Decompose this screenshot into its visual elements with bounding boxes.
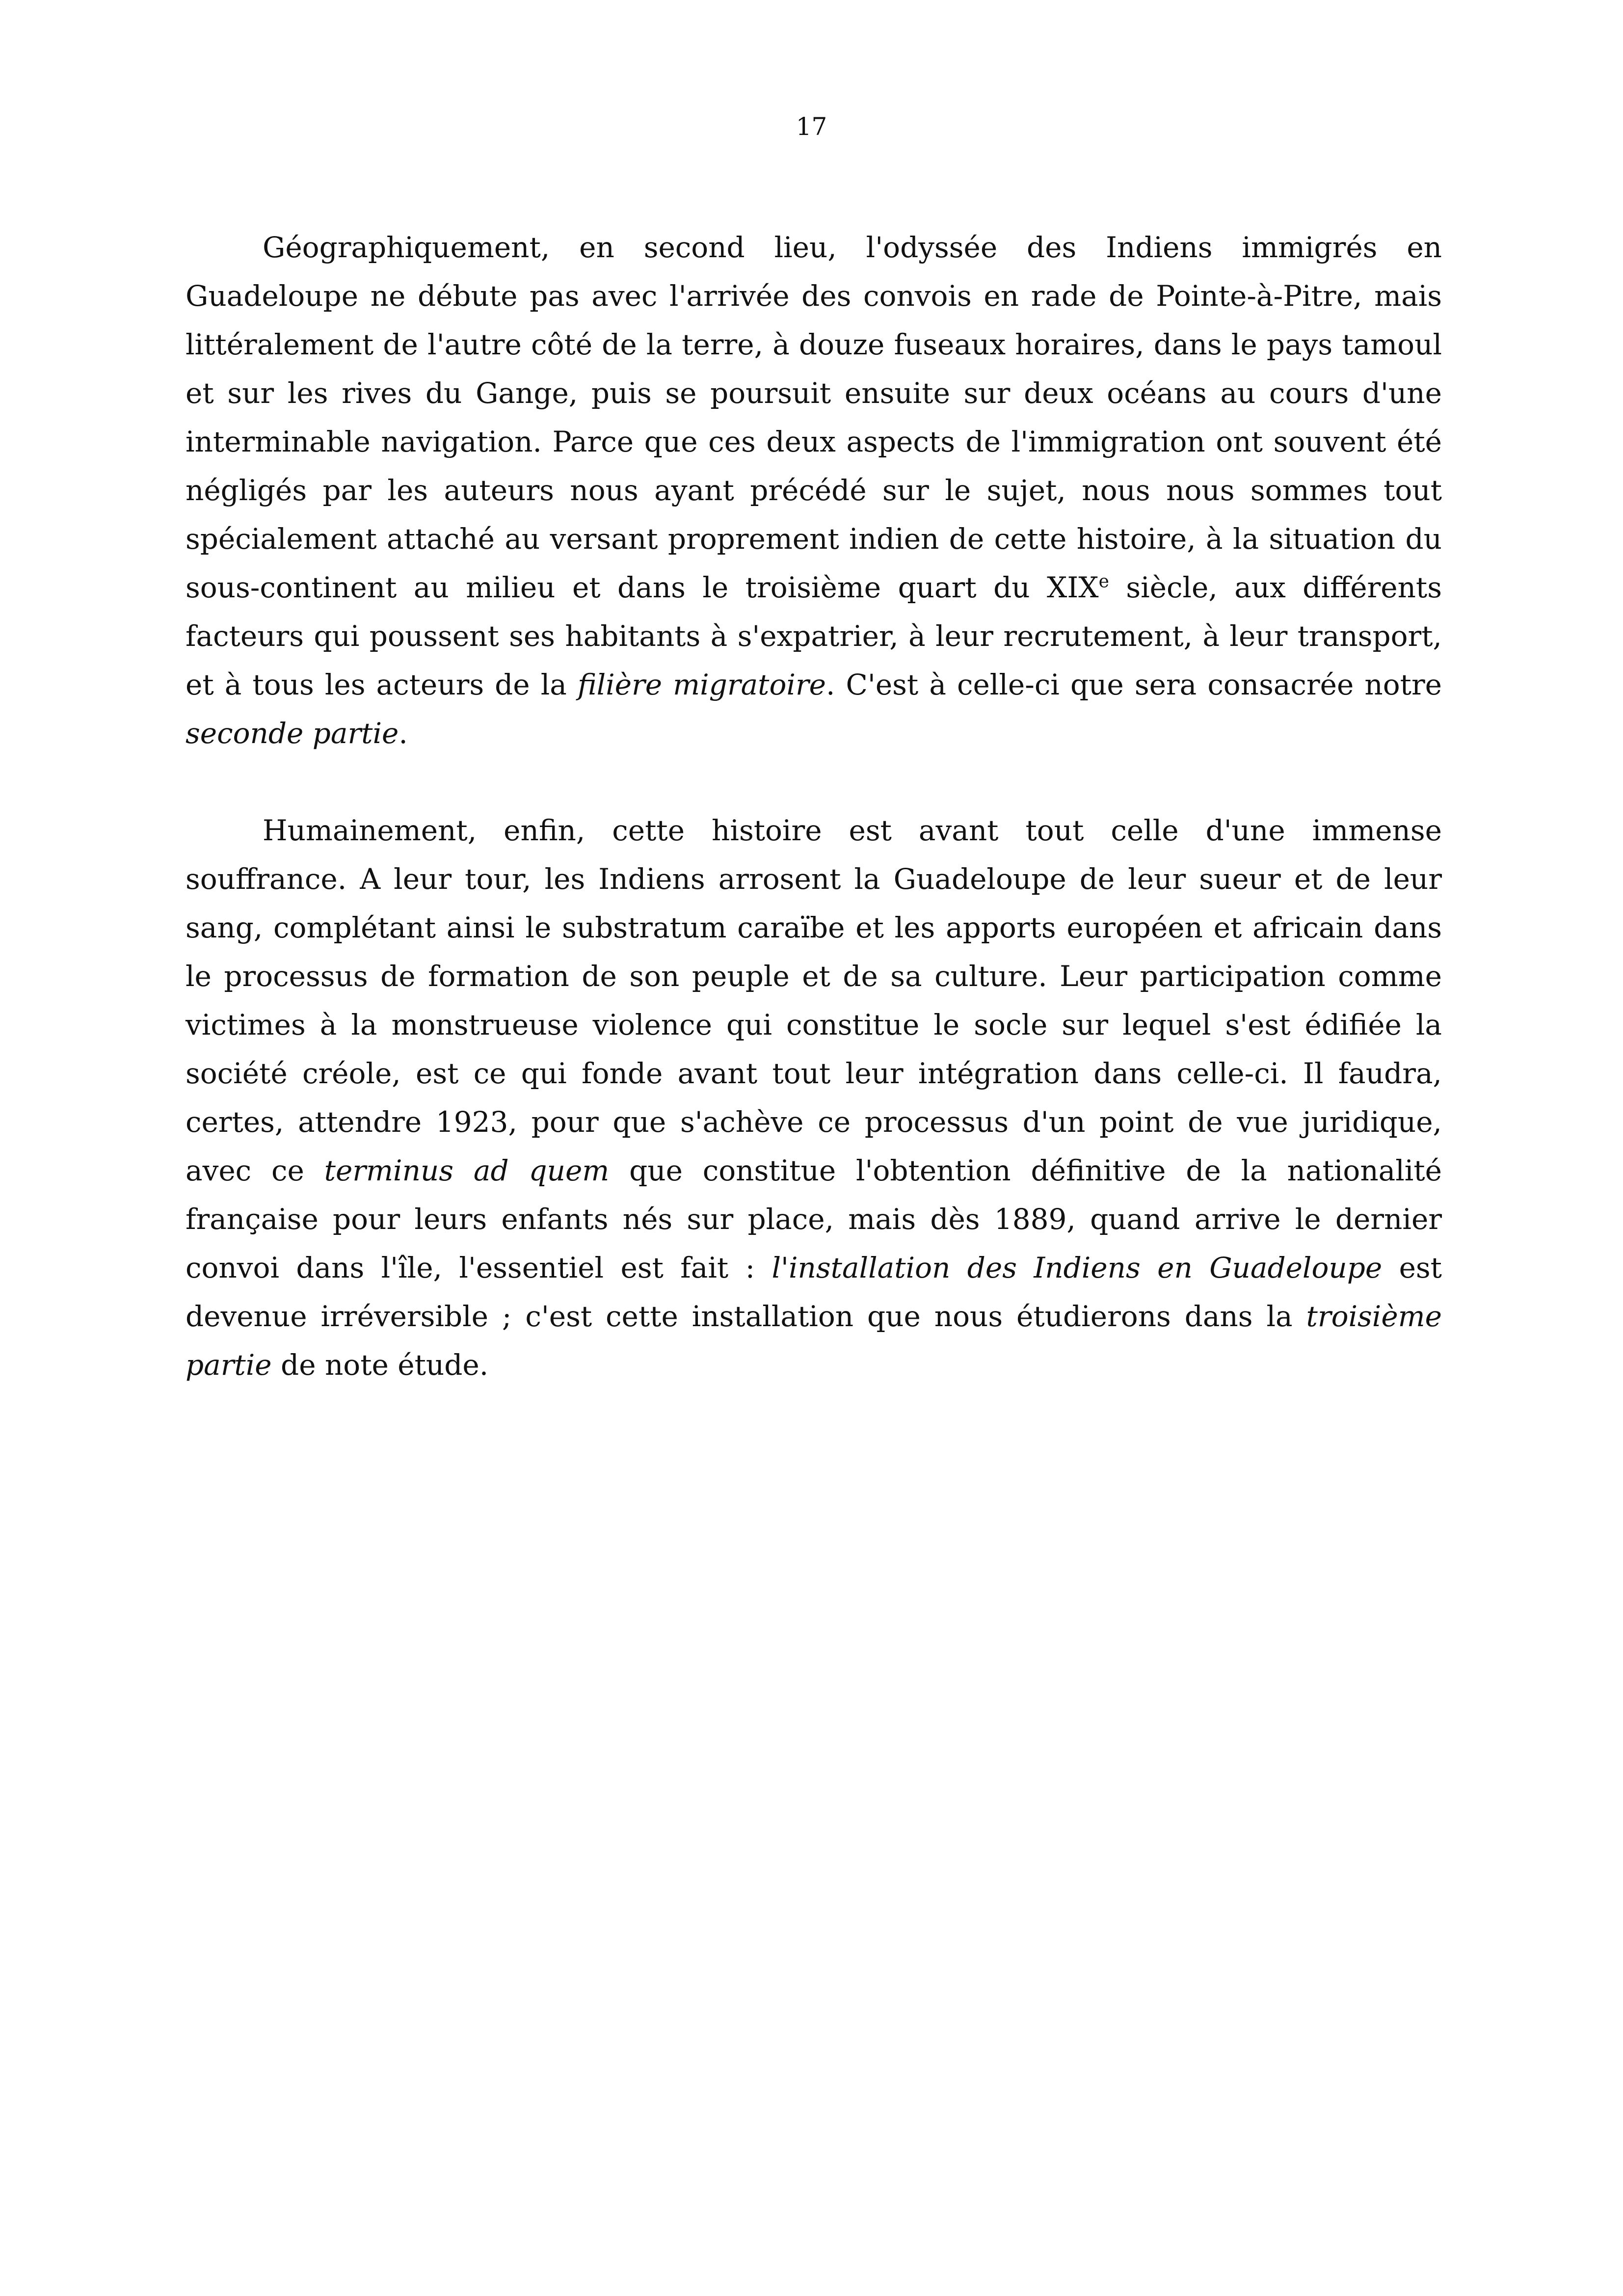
text-run: . C'est à celle-ci que sera consacrée notre (826, 668, 1442, 701)
italic-phrase: terminus ad quem (324, 1154, 610, 1187)
italic-phrase: filière migratoire (577, 668, 826, 701)
text-run: que constitue l'obtention définitive de la nationalité française pour leurs enfants nés sur place, mais dès 1889, quand arrive le dernier convoi dans l'île, l'essentiel est fait : (186, 1154, 1442, 1284)
body-text (186, 223, 1442, 1389)
superscript-text: e (1098, 571, 1109, 592)
text-run: Humainement, enfin, cette histoire est avant tout celle d'une immense souffrance. A leur tour, les Indiens arrosent la Guadeloupe de leur sueur et de leur sang, complétant ainsi le substratum caraïbe et les apports européen et africain dans le processus de formation de son peuple et de sa culture. Leur participation comme victimes à la monstrueuse violence qui constitue le socle sur lequel s'est édifiée la société créole, est ce qui fonde avant tout leur intégration dans celle-ci. Il faudra, certes, attendre 1923, pour que s'achève ce processus d'un point de vue juridique, avec ce (186, 814, 1442, 1187)
paragraph-humainement (186, 806, 1442, 1389)
paragraph-geographie (186, 223, 1442, 758)
text-run: Géographiquement, en second lieu, l'odyssée des Indiens immigrés en Guadeloupe ne débute pas avec l'arrivée des convois en rade de Pointe-à-Pitre, mais littéralement de l'autre côté de la terre, à douze fuseaux horaires, dans le pays tamoul et sur les rives du Gange, puis se poursuit ensuite sur deux océans au cours d'une interminable navigation. Parce que ces deux aspects de l'immigration ont souvent été négligés par les auteurs nous ayant précédé sur le sujet, nous nous sommes tout spécialement attaché au versant proprement indien de cette histoire, à la situation du sous-continent au milieu et dans le troisième quart du XIX (186, 231, 1442, 604)
italic-phrase: seconde partie (186, 717, 399, 750)
text-run: siècle, aux différents facteurs qui poussent ses habitants à s'expatrier, à leur recrutement, à leur transport, et à tous les acteurs de la (186, 571, 1442, 701)
italic-phrase: troisième partie (186, 1300, 1442, 1382)
page-number: 17 (796, 112, 827, 141)
text-run: . (399, 717, 408, 750)
text-run: est devenue irréversible ; c'est cette installation que nous étudierons dans la (186, 1251, 1442, 1333)
text-run: de note étude. (271, 1348, 489, 1382)
italic-phrase: l'installation des Indiens en Guadeloupe (772, 1251, 1383, 1284)
